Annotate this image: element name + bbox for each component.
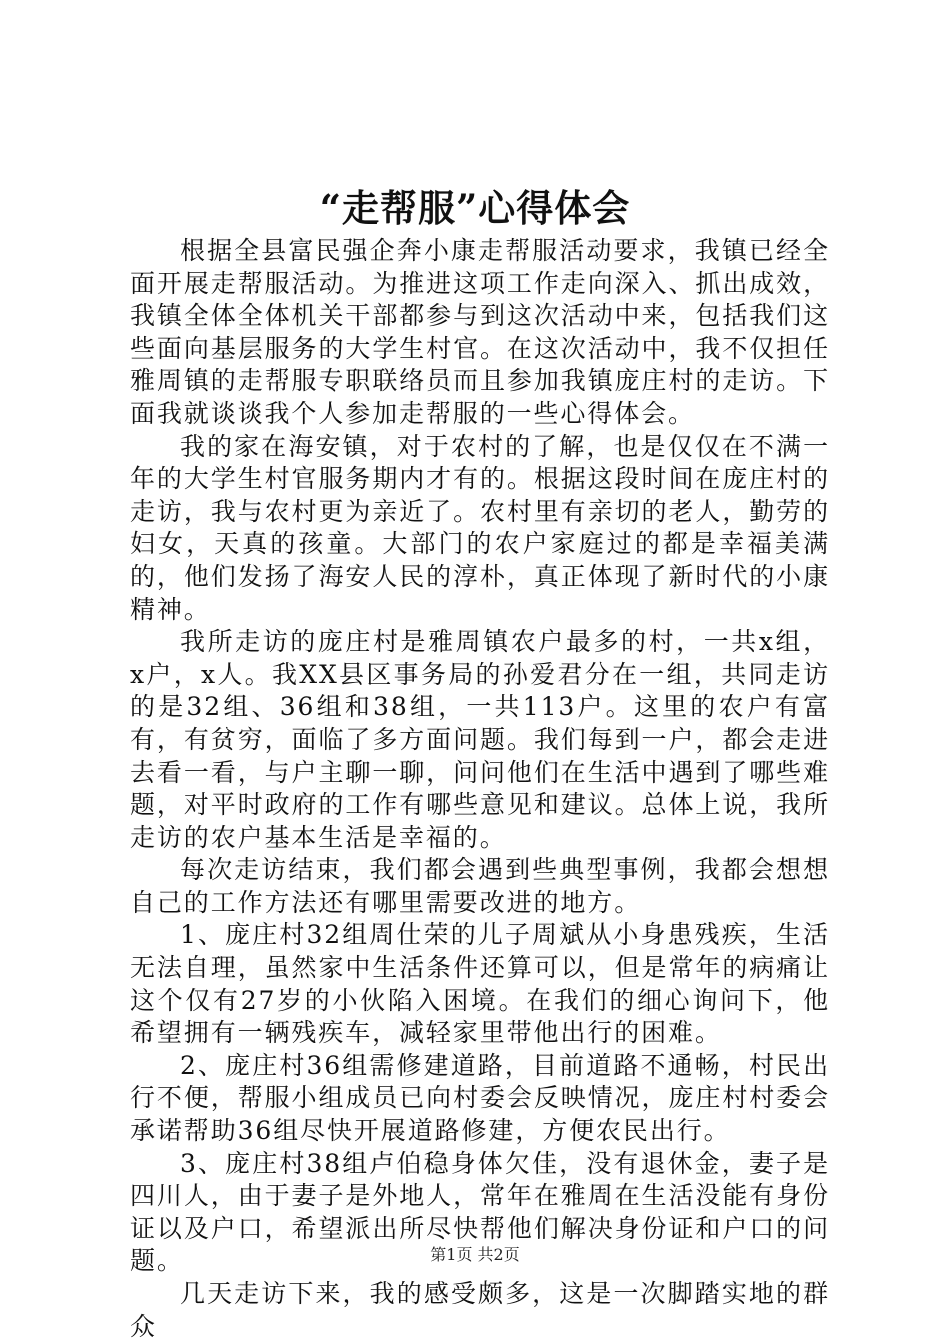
paragraph-4: 每次走访结束，我们都会遇到些典型事例，我都会想想自己的工作方法还有哪里需要改进的地方。	[130, 855, 830, 917]
paragraph-2: 我的家在海安镇，对于农村的了解，也是仅仅在不满一年的大学生村官服务期内才有的。根据这段时间在庞庄村的走访，我与农村更为亲近了。农村里有亲切的老人，勤劳的妇女，天真的孩童。大部门的农户家庭过的都是幸福美满的，他们发扬了海安人民的淳朴，真正体现了新时代的小康精神。	[130, 431, 830, 624]
paragraph-7: 3、庞庄村38组卢伯稳身体欠佳，没有退休金，妻子是四川人，由于妻子是外地人，常年在雅周在生活没能有身份证以及户口，希望派出所尽快帮他们解决身份证和户口的问题。	[130, 1148, 830, 1276]
paragraph-1: 根据全县富民强企奔小康走帮服活动要求，我镇已经全面开展走帮服活动。为推进这项工作走向深入、抓出成效，我镇全体全体机关干部都参与到这次活动中来，包括我们这些面向基层服务的大学生村官。在这次活动中，我不仅担任雅周镇的走帮服专职联络员而且参加我镇庞庄村的走访。下面我就谈谈我个人参加走帮服的一些心得体会。	[130, 236, 830, 428]
paragraph-6: 2、庞庄村36组需修建道路，目前道路不通畅，村民出行不便，帮服小组成员已向村委会反映情况，庞庄村村委会承诺帮助36组尽快开展道路修建，方便农民出行。	[130, 1050, 830, 1146]
page-footer: 第1页 共2页	[430, 1245, 520, 1264]
paragraph-3: 我所走访的庞庄村是雅周镇农户最多的村，一共x组，x户，x人。我XX县区事务局的孙爱君分在一组，共同走访的是32组、36组和38组，一共113户。这里的农户有富有，有贫穷，面临了多方面问题。我们每到一户，都会走进去看一看，与户主聊一聊，问问他们在生活中遇到了哪些难题，对平时政府的工作有哪些意见和建议。总体上说，我所走访的农户基本生活是幸福的。	[130, 627, 830, 852]
document-body	[130, 235, 830, 1343]
paragraph-5: 1、庞庄村32组周仕荣的儿子周斌从小身患残疾，生活无法自理，虽然家中生活条件还算可以，但是常年的病痛让这个仅有27岁的小伙陷入困境。在我们的细心询问下，他希望拥有一辆残疾车，减轻家里带他出行的困难。	[130, 920, 830, 1048]
paragraph-8: 几天走访下来，我的感受颇多，这是一次脚踏实地的群众	[130, 1279, 830, 1341]
document-title: “走帮服”心得体会	[319, 186, 631, 230]
